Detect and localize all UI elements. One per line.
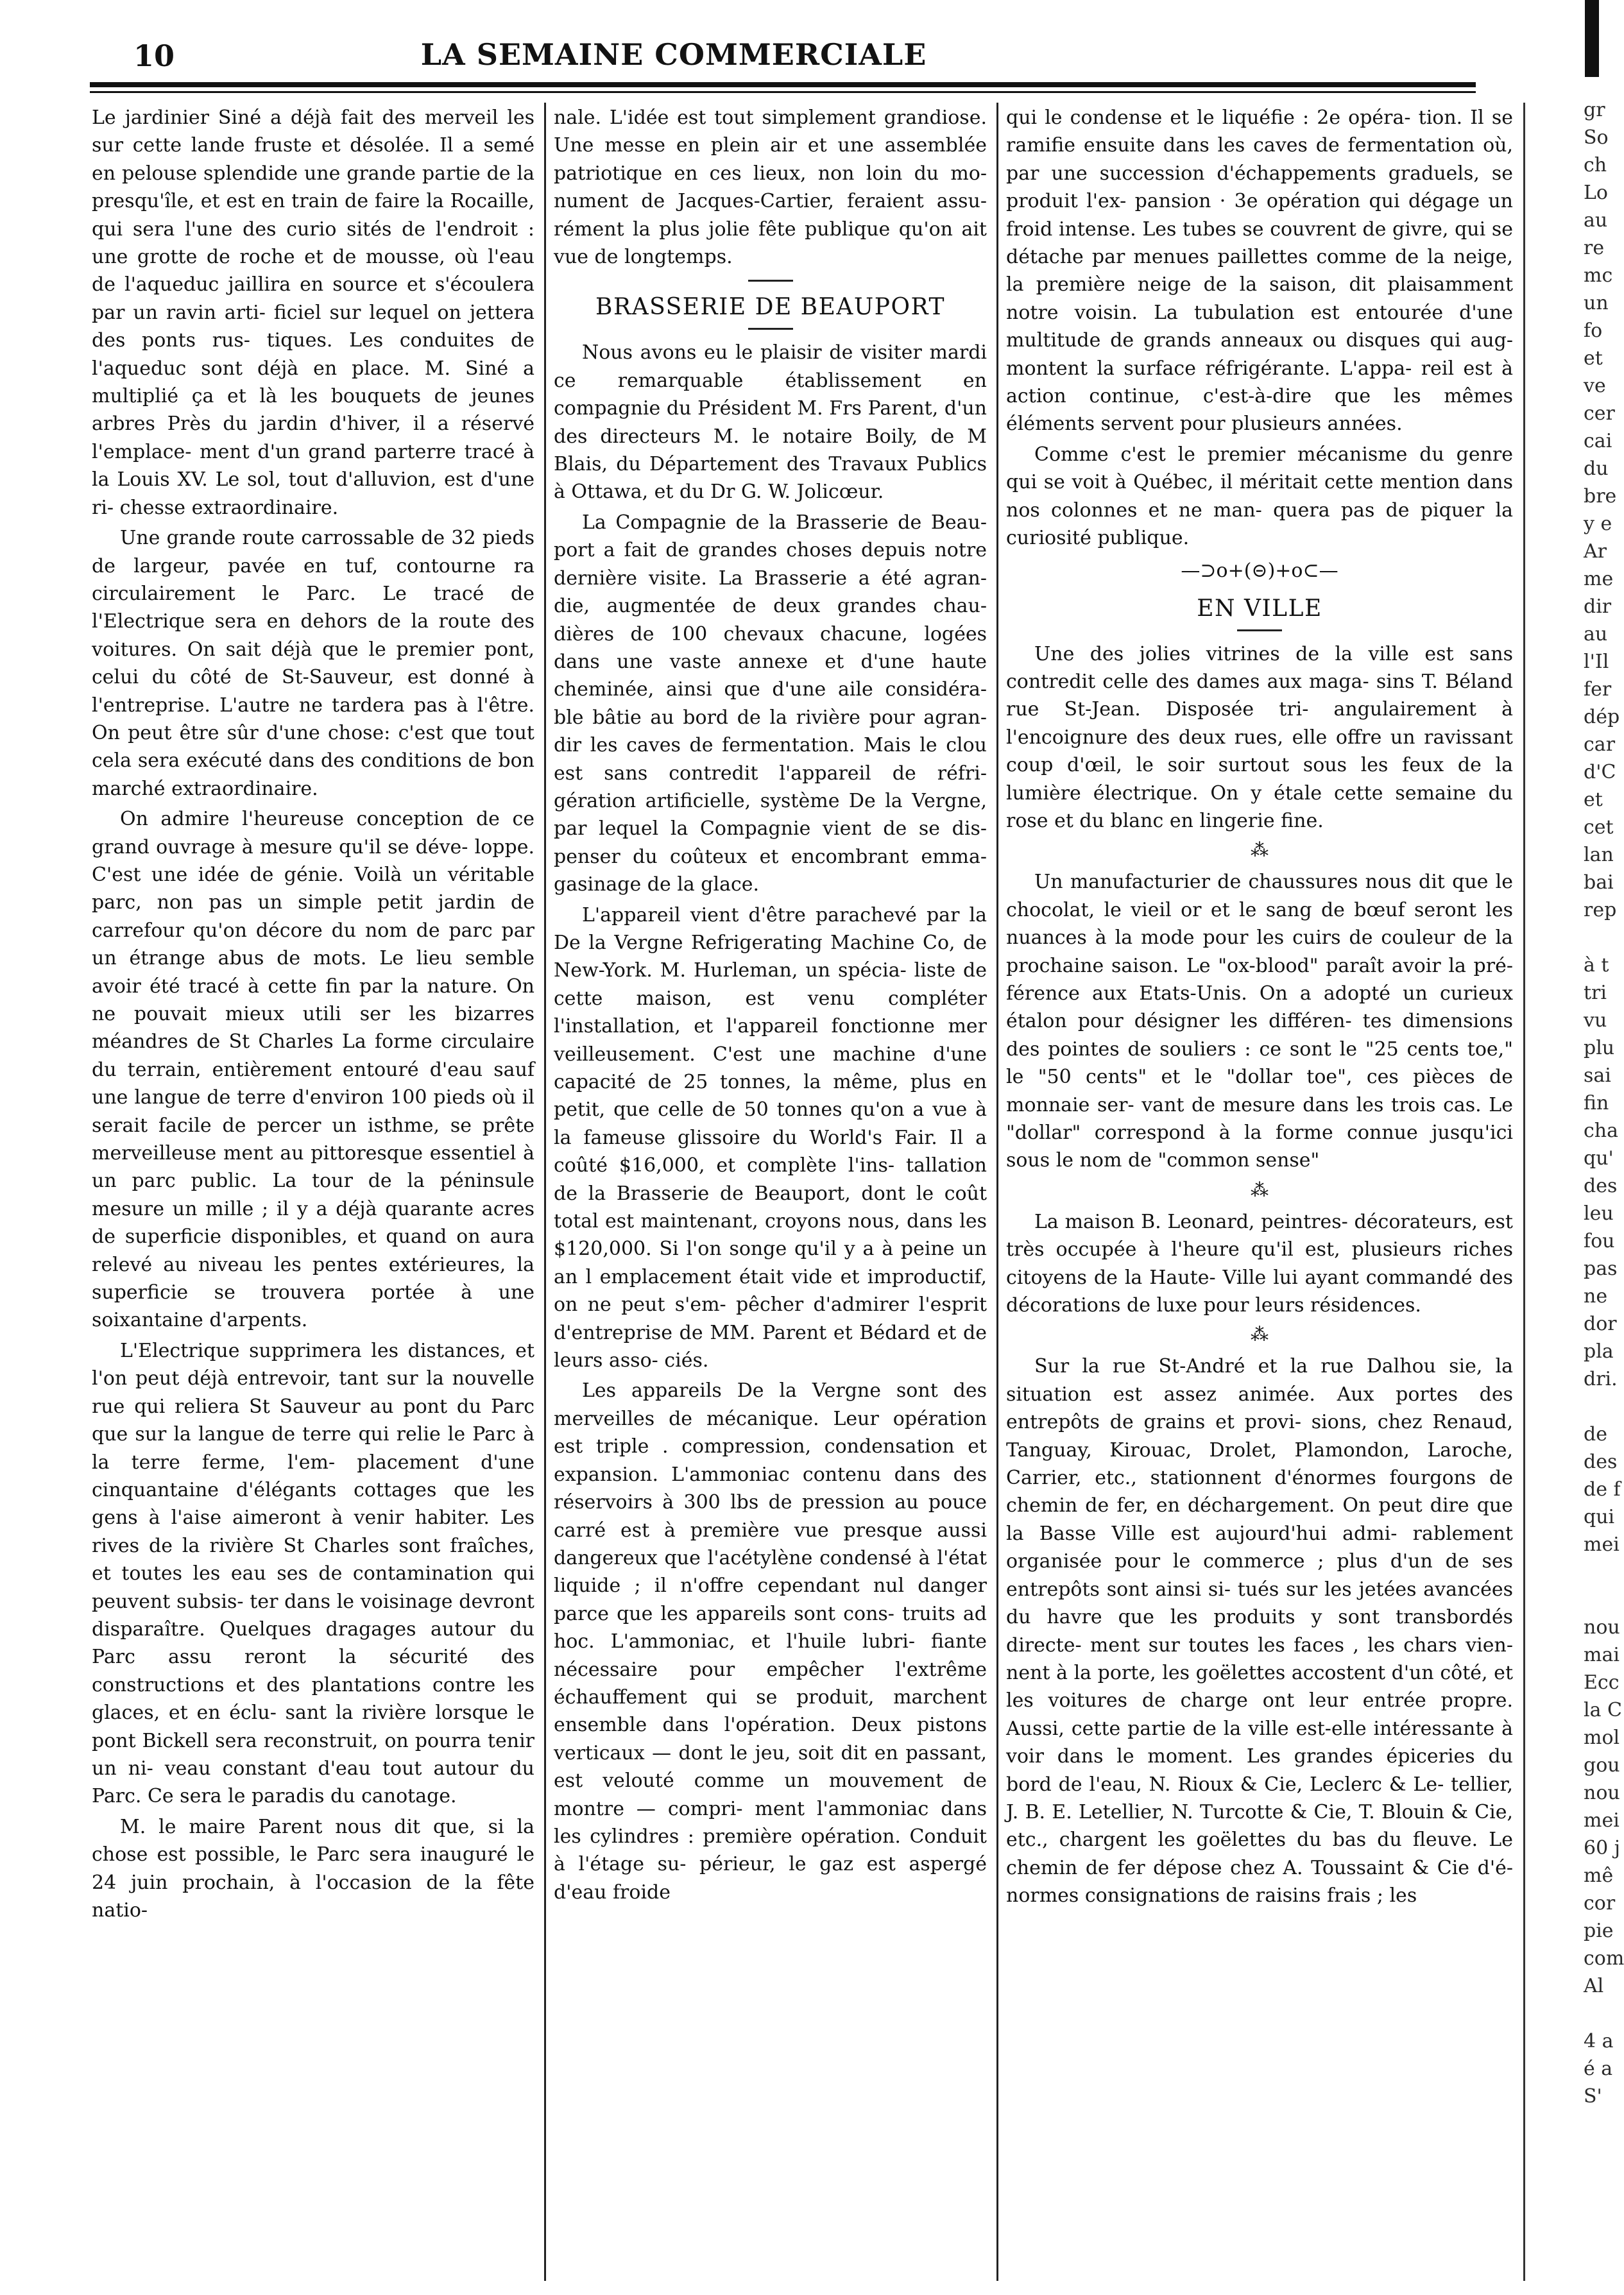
column-3 (1006, 104, 1513, 2282)
paragraph: La Compagnie de la Brasserie de Beau- port a fait de grandes choses depuis notre dernière visite. La Brasserie a été agran- die, augmentée de deux grandes chau- dières de 100 chevaux chacune, logées dans une vaste annexe et d'une haute cheminée, ainsi que d'une aile considéra- ble bâtie au bord de la rivière pour agran- dir les caves de fermentation. Mais le clou est sans contredit l'appareil de réfri- gération artificielle, système De la Vergne, par lequel la Compagnie vient de se dis- penser du coûteux et encombrant emma- gasinage de la glace. (554, 511, 987, 896)
paragraph: M. le maire Parent nous dit que, si la chose est possible, le Parc sera inauguré le 24 juin prochain, à l'occasion de la fête natio- (92, 1815, 534, 1922)
column-1 (92, 104, 534, 2282)
edge-fragment (1584, 2000, 1612, 2027)
edge-fragment: dép (1584, 706, 1620, 728)
edge-fragment (1584, 1393, 1612, 1421)
edge-fragment: fou (1584, 1230, 1615, 1252)
edge-fragment: fo (1584, 320, 1603, 342)
edge-fragment: qu' (1584, 1147, 1614, 1170)
edge-fragment: gou (1584, 1754, 1620, 1777)
edge-fragment: Lo (1584, 182, 1608, 204)
edge-fragment: au (1584, 623, 1608, 645)
edge-fragment: S' (1584, 2085, 1602, 2108)
edge-fragment: é a (1584, 2058, 1613, 2080)
edge-fragment: So (1584, 126, 1609, 149)
edge-fragment: d'C (1584, 761, 1616, 783)
edge-fragment: vu (1584, 1009, 1607, 1032)
edge-fragment: com (1584, 1947, 1624, 1970)
paragraph: qui le condense et le liquéfie : 2e opéra- tion. Il se ramifie ensuite dans les caves de fermentation où, par une succession d'échappements graduels, se produit l'ex- pansion · 3e opération qui dégage un froid intense. Les tubes se couvrent de givre, qui se détache par menues paillettes comme de la neige, la première neige de la saison, dit plaisamment notre voisin. La tubulation est entourée d'une multitude de grands anneaux ou disques qui aug- montent la surface réfrigérante. L'appa- reil est à action continue, c'est-à-dire que les mêmes éléments servent pour plusieurs années. (1006, 107, 1513, 436)
column-divider-1 (544, 103, 546, 2281)
page-header (0, 0, 1612, 87)
edge-fragment: cor (1584, 1892, 1616, 1915)
edge-fragment: et (1584, 347, 1603, 370)
column-2 (554, 104, 987, 2282)
asterism-divider: ⁂ (1251, 1324, 1269, 1345)
edge-fragment: l'Il (1584, 651, 1609, 673)
edge-fragment: ch (1584, 154, 1607, 176)
edge-fragment: à t (1584, 954, 1609, 977)
edge-fragment: et (1584, 789, 1603, 811)
edge-fragment: de (1584, 1423, 1607, 1446)
edge-fragment: de f (1584, 1478, 1621, 1501)
section-dash (748, 328, 793, 330)
section-dash (1237, 629, 1282, 631)
paragraph: La maison B. Leonard, peintres- décorateurs, est très occupée à l'heure qu'il est, plusieurs riches citoyens de la Haute- Ville lui ayant commandé des décorations de luxe pour leurs résidences. (1006, 1210, 1513, 1317)
edge-fragment: mc (1584, 264, 1613, 287)
edge-fragment: tri (1584, 982, 1607, 1004)
edge-fragment: dri. (1584, 1368, 1618, 1390)
masthead-title: LA SEMAINE COMMERCIALE (420, 37, 927, 72)
edge-fragment: rep (1584, 899, 1617, 921)
adjacent-page-fragment (1584, 96, 1624, 2278)
asterism-divider: ⁂ (1251, 1179, 1269, 1200)
paragraph: Un manufacturier de chaussures nous dit que le chocolat, le vieil or et le sang de bœuf seront les nuances à la mode pour les cuirs de couleur de la prochaine saison. Le "ox-blood" paraît avoir la pré- férence aux Etats-Unis. On a adopté un curieux étalon pour désigner les différen- tes dimensions des pointes de souliers : ce sont le "25 cents toe," le "50 cents" et le "dollar toe", ces pièces de monnaie ser- vant de mesure dans les trois cas. Le "dollar" correspond à la forme connue jusqu'ici sous le nom de "common sense" (1006, 871, 1513, 1172)
page-edge-mark (1585, 0, 1599, 77)
edge-fragment: nou (1584, 1616, 1620, 1639)
edge-fragment: pla (1584, 1340, 1614, 1363)
edge-fragment: des (1584, 1175, 1618, 1197)
edge-fragment: nou (1584, 1782, 1620, 1804)
paragraph: L'appareil vient d'être parachevé par la De la Vergne Refrigerating Machine Co, de New-York. M. Hurleman, un spécia- liste de cette maison, est venu compléter l'installation, et l'appareil fonctionne mer veilleusement. C'est une machine d'une capacité de 25 tonnes, la même, plus en petit, que celle de 50 tonnes qu'on a vue à la fameuse glissoire du World's Fair. Il a coûté $16,000, et complète l'ins- tallation de la Brasserie de Beauport, dont le coût total est maintenant, croyons nous, dans les $120,000. Si l'on songe qu'il y a à peine un an l emplacement était vide et improductif, on ne peut s'em- pêcher d'admirer l'esprit d'entreprise de MM. Parent et Bédard et de leurs asso- ciés. (554, 903, 987, 1372)
edge-fragment (1584, 924, 1612, 951)
edge-fragment: mei (1584, 1809, 1620, 1832)
edge-fragment: y e (1584, 513, 1612, 535)
paragraph: Les appareils De la Vergne sont des merveilles de mécanique. Leur opération est triple . compression, condensation et expansion. L'ammoniac contenu dans des réservoirs à 300 lbs de pression au pouce carré est à première vue presque aussi dangereux que l'acétylène condensé à l'état liquide ; il n'offre cependant nul danger parce que les appareils sont cons- truits ad hoc. L'ammoniac, et l'huile lubri- fiante nécessaire pour empêcher l'extrême échauffement qui se produit, marchent ensemble dans l'opération. Deux pistons verticaux — dont le jeu, soit dit en passant, est velouté comme un mouvement de montre — compri- ment l'ammoniac dans les cylindres : première opération. Conduit à l'étage su- périeur, le gaz est aspergé d'eau froide (554, 1379, 987, 1904)
asterism-divider: ⁂ (1251, 839, 1269, 861)
edge-fragment: me (1584, 568, 1614, 590)
edge-fragment: fin (1584, 1092, 1609, 1114)
edge-fragment: au (1584, 209, 1608, 232)
paragraph: Nous avons eu le plaisir de visiter mardi ce remarquable établissement en compagnie du Président M. Frs Parent, d'un des directeurs M. le notaire Boily, de M Blais, du Département des Travaux Publics à Ottawa, et du Dr G. W. Jolicœur. (554, 341, 987, 504)
header-rule-thin (90, 91, 1476, 93)
edge-fragment: un (1584, 292, 1609, 314)
edge-fragment: plu (1584, 1037, 1615, 1059)
edge-fragment: pie (1584, 1920, 1614, 1942)
section-heading-en-ville: EN VILLE (1197, 595, 1322, 622)
edge-fragment: pas (1584, 1258, 1618, 1280)
edge-fragment: bai (1584, 871, 1614, 894)
edge-fragment: mai (1584, 1644, 1620, 1666)
edge-fragment: fer (1584, 678, 1612, 701)
edge-fragment: leu (1584, 1202, 1614, 1225)
ornamental-divider: —⊃o+(⊝)+o⊂— (1181, 559, 1338, 582)
edge-fragment: dir (1584, 595, 1612, 618)
edge-fragment: la C (1584, 1699, 1622, 1721)
edge-fragment: Ecc (1584, 1671, 1620, 1694)
paragraph: Une grande route carrossable de 32 pieds de largeur, pavée en tuf, contourne ra circulairement le Parc. Le tracé de l'Electrique sera en dehors de la route des voitures. On sait déjà que le premier pont, celui du côté de St-Sauveur, est donné à l'entreprise. L'autre ne tardera pas à l'être. On peut être sûr d'une chose: c'est que tout cela sera exécuté dans des conditions de bon marché extraordinaire. (92, 527, 534, 800)
page-number: 10 (133, 38, 175, 73)
paragraph: Une des jolies vitrines de la ville est sans contredit celle des dames aux maga- sins T. Béland rue St-Jean. Disposée tri- angulairement à l'encoignure des deux rues, elle offre un ravissant coup d'œil, le soir surtout sous les feux de la lumière électrique. On y étale cette semaine du rose et du blanc en lingerie fine. (1006, 642, 1513, 832)
paragraph: Le jardinier Siné a déjà fait des merveil les sur cette lande fruste et désolée. Il a semé en pelouse splendide une grande partie de la presqu'île, et est en train de faire la Rocaille, qui sera l'une des curio sités de l'endroit : une grotte de roche et de mousse, où l'eau de l'aqueduc jaillira en source et s'écoulera par un ravin arti- ficiel sur lequel on jettera des ponts rus- tiques. Les conduites de l'aqueduc sont déjà en place. M. Siné a multiplié ça et là les bouquets de jeunes arbres Près du jardin d'hiver, il a réservé l'emplace- ment d'un grand parterre tracé à la Louis XV. Le sol, tout d'alluvion, est d'une ri- chesse extraordinaire. (92, 107, 534, 519)
edge-fragment: cha (1584, 1120, 1619, 1142)
edge-fragment: mei (1584, 1533, 1620, 1556)
edge-fragment: ve (1584, 375, 1606, 397)
edge-fragment: Al (1584, 1975, 1604, 1997)
edge-fragment: sai (1584, 1064, 1611, 1087)
edge-fragment: ne (1584, 1285, 1608, 1308)
paragraph: L'Electrique supprimera les distances, et l'on peut déjà entrevoir, tant sur la nouvelle rue qui reliera St Sauveur au pont du Parc que sur la langue de terre qui relie le Parc à la terre ferme, l'em- placement d'une cinquantaine d'élégants cottages que les gens à l'aise aimeront à venir habiter. Les rives de la rivière St Charles sont fraîches, et toutes les eau ses de contamination qui peuvent subsis- ter dans le voisinage devront disparaître. Quelques dragages autour du Parc assu reront la sécurité des constructions et des plantations contre les glaces, et en éclu- sant la rivière lorsque le pont Bickell sera reconstruit, on pourra tenir un ni- veau constant d'eau tout autour du Parc. Ce sera le paradis du canotage. (92, 1339, 534, 1808)
edge-fragment: cer (1584, 402, 1615, 425)
column-divider-3 (1523, 103, 1525, 2281)
edge-fragment: des (1584, 1451, 1618, 1473)
edge-fragment (1584, 1558, 1612, 1586)
paragraph: Comme c'est le premier mécanisme du genre qui se voit à Québec, il méritait cette mention dans nos colonnes et ne man- quera pas de piquer la curiosité publique. (1006, 443, 1513, 550)
paragraph: Sur la rue St-André et la rue Dalhou sie, la situation est assez animée. Aux portes des entrepôts de grains et provi- sions, chez Renaud, Tanguay, Kirouac, Drolet, Plamondon, Laroche, Carrier, etc., stationnent d'énormes fourgons de chemin de fer, en déchargement. On peut dire que la Basse Ville est aujourd'hui admi- rablement organisée pour le commerce ; plus d'un de ses entrepôts sont ainsi si- tués sur les jetées avancées du havre que les produits y sont transbordés directe- ment sur toutes les faces , les chars vien- nent à la porte, les goëlettes accostent d'un côté, et les voitures de charge ont leur entrée propre. Aussi, cette partie de la ville est-elle intéressante à voir dans le moment. Les grandes épiceries du bord de l'eau, N. Rioux & Cie, Leclerc & Le- tellier, J. B. E. Letellier, N. Turcotte & Cie, T. Blouin & Cie, etc., chargent les goëlettes du bas du fleuve. Le chemin de fer dépose chez A. Toussaint & Cie d'é- normes consignations de raisins frais ; les (1006, 1355, 1513, 1907)
edge-fragment: du (1584, 457, 1609, 480)
edge-fragment: car (1584, 733, 1616, 756)
paragraph: On admire l'heureuse conception de ce grand ouvrage à mesure qu'il se déve- loppe. C'est une idée de génie. Voilà un véritable parc, non pas un simple petit jardin de carrefour qu'on décore du nom de parc par un étrange abus de mots. Le lieu semble avoir été tracé à cette fin par la nature. On ne pouvait mieux utili ser les bizarres méandres de St Charles La forme circulaire du terrain, entièrement entouré d'eau sauf une langue de terre d'environ 100 pieds où il serait facile de percer un isthme, se prête merveilleuse ment au pittoresque essentiel à un parc public. La tour de la péninsule mesure un mille ; il y a déjà quarante acres de superficie disponibles, et quand on aura relevé au niveau les pentes extérieures, la superficie se trouvera portée à une soixantaine d'arpents. (92, 808, 534, 1332)
edge-fragment: lan (1584, 844, 1614, 866)
edge-fragment: cet (1584, 816, 1614, 839)
edge-fragment: gr (1584, 99, 1605, 121)
paragraph: nale. L'idée est tout simplement grandiose. Une messe en plein air et une assemblée patriotique en ces lieux, non loin du mo- nument de Jacques-Cartier, feraient assu- rément la plus jolie fête publique qu'on ait vue de longtemps. (554, 107, 987, 269)
edge-fragment: dor (1584, 1313, 1617, 1335)
column-divider-2 (996, 103, 998, 2281)
edge-fragment: cai (1584, 430, 1612, 452)
edge-fragment: mol (1584, 1727, 1620, 1749)
edge-fragment: 4 a (1584, 2030, 1614, 2052)
edge-fragment: qui (1584, 1506, 1615, 1528)
edge-fragment: re (1584, 237, 1605, 259)
header-rule-thick (90, 82, 1476, 87)
section-dash (748, 280, 793, 282)
edge-fragment: mê (1584, 1864, 1614, 1887)
section-heading-brasserie: BRASSERIE DE BEAUPORT (595, 294, 945, 321)
edge-fragment: bre (1584, 485, 1617, 508)
edge-fragment: 60 j (1584, 1837, 1621, 1859)
edge-fragment: Ar (1584, 540, 1607, 563)
edge-fragment (1584, 1586, 1612, 1614)
